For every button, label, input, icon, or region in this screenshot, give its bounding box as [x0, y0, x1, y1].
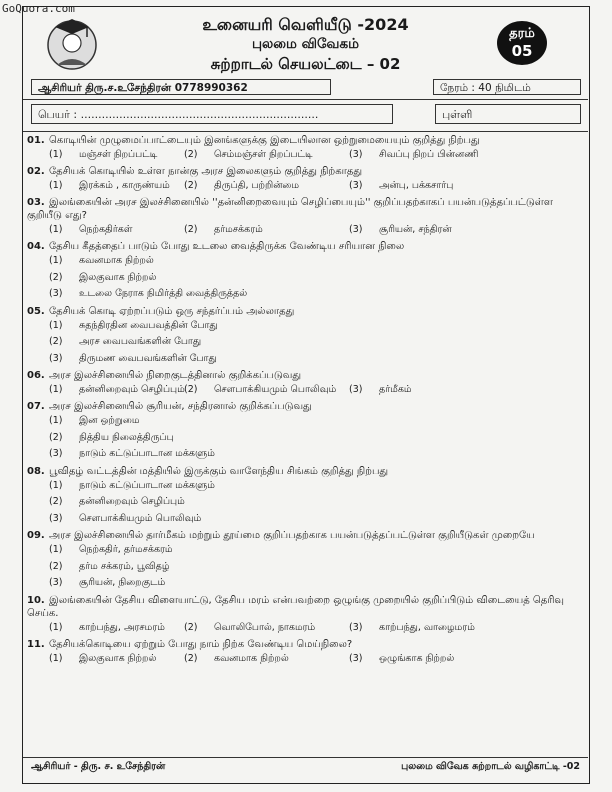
question-stem: கொடியின் முழுமைப்பாட்டையும் இனங்களுக்கு இடையிலான ஒற்றுமையையும் குறித்து நிற்பது	[49, 135, 480, 146]
question-stem: பூவிதழ் வட்டத்தின் மத்தியில் இருக்கும் வாளேந்திய சிங்கம் குறித்து நிற்பது	[49, 465, 389, 477]
question-stem: தேசியக் கொடி ஏற்றப்படும் ஒரு சந்தர்ப்பம் அல்லாதது	[49, 305, 295, 317]
question-item	[27, 240, 583, 303]
option-text: அரச வைபவங்களின் போது	[79, 336, 202, 347]
option-text: ஒழுங்காக நிற்றல்	[379, 652, 455, 664]
option-number: (3)	[49, 512, 63, 524]
option-text: நெற்கதிர்கள்	[79, 224, 133, 235]
answer-option[interactable]	[49, 446, 583, 463]
option-text: இலகுவாக நிற்றல்	[79, 652, 157, 664]
question-text	[27, 240, 583, 253]
option-text: திருப்தி, பற்றின்மை	[214, 180, 300, 191]
question-text	[27, 196, 583, 222]
question-number: 05.	[27, 305, 45, 317]
answer-option[interactable]	[184, 148, 313, 162]
option-group	[27, 478, 583, 528]
option-text: கவனமாக நிற்றல்	[79, 255, 154, 266]
option-text: தன்னிறைவும் செழிப்பும்	[79, 384, 185, 395]
option-number: (3)	[349, 621, 363, 633]
question-text	[27, 594, 583, 620]
option-number: (3)	[349, 180, 363, 191]
option-number: (2)	[184, 621, 198, 633]
option-text: சௌபாக்கியமும் பொலிவும்	[79, 512, 202, 524]
answer-option[interactable]	[184, 383, 336, 397]
answer-option[interactable]	[49, 270, 583, 287]
answer-option[interactable]	[49, 286, 583, 303]
question-stem: அரச இலச்சினையில் நிறைகுடத்தினால் குறிக்கப்படுவது	[49, 370, 302, 381]
question-item	[27, 529, 583, 592]
option-number: (2)	[49, 560, 63, 572]
option-number: (1)	[49, 479, 63, 491]
option-number: (1)	[49, 544, 63, 555]
answer-option[interactable]	[49, 494, 583, 511]
option-number: (3)	[349, 224, 363, 235]
answer-option[interactable]	[349, 148, 478, 162]
option-text: சிவப்பு நிறப் பின்னணி	[379, 149, 479, 160]
option-text: கவனமாக நிற்றல்	[214, 652, 289, 664]
option-text: சூரியன், சந்திரன்	[379, 224, 452, 235]
divider	[23, 99, 588, 100]
option-number: (1)	[49, 415, 63, 426]
option-number: (2)	[184, 149, 198, 160]
question-stem: தேசிய கீதத்தைப் பாடும் போது உடலை வைத்திருக்க வேண்டிய சரியான நிலை	[49, 241, 405, 252]
answer-option[interactable]	[184, 621, 315, 635]
answer-option[interactable]	[49, 334, 583, 351]
answer-option[interactable]	[349, 179, 453, 193]
option-text: சுதந்திரதின வைபவத்தின் போது	[79, 319, 218, 331]
question-item	[27, 165, 583, 194]
option-group	[27, 413, 583, 463]
question-text	[27, 529, 583, 542]
question-item	[27, 134, 583, 163]
answer-option[interactable]	[49, 621, 165, 635]
question-text	[27, 638, 583, 651]
option-number: (1)	[49, 319, 63, 331]
grade-label: தரம்	[509, 26, 535, 41]
question-text	[27, 465, 583, 478]
question-text	[27, 400, 583, 413]
option-text: உடலை நேராக நிமிர்த்தி வைத்திருத்தல்	[79, 288, 248, 299]
footer-series: புலமை விவேக சுற்றாடல் வழிகாட்டி -02	[401, 761, 580, 772]
option-number: (3)	[49, 352, 63, 364]
option-number: (1)	[49, 224, 63, 235]
option-text: நித்திய நிலைத்திருப்பு	[79, 431, 174, 443]
option-number: (3)	[349, 384, 363, 395]
question-number: 01.	[27, 135, 45, 146]
question-text	[27, 369, 583, 382]
question-number: 07.	[27, 401, 45, 412]
option-number: (3)	[49, 577, 63, 588]
question-number: 08.	[27, 465, 45, 477]
teacher-info: ஆசிரியர் திரு.ச.உசேந்திரன் 0778990362	[31, 79, 331, 95]
answer-option[interactable]	[49, 575, 583, 592]
header	[23, 7, 588, 81]
divider	[23, 131, 588, 132]
question-stem: அரச இலச்சினையில் தார்மீகம் மற்றும் தூய்மை குறிப்பதற்காக பயன்படுத்தப்பட்டுள்ள குறியீடுகள் முறையே	[49, 530, 535, 541]
option-number: (2)	[49, 431, 63, 443]
answer-option[interactable]	[184, 652, 289, 666]
option-text: திருமண வைபவங்களின் போது	[79, 352, 217, 364]
option-text: செம்மஞ்சள் நிறப்பட்டி	[214, 149, 313, 160]
footer	[23, 757, 588, 776]
footer-author: ஆசிரியர் - திரு. ச. உசேந்திரன்	[31, 761, 166, 772]
option-number: (2)	[49, 496, 63, 507]
answer-option[interactable]	[49, 478, 583, 495]
question-stem: அரச இலச்சினையில் சூரியன், சந்திரனால் குறிக்கப்படுவது	[49, 401, 312, 412]
option-group	[27, 620, 583, 636]
answer-option[interactable]	[184, 223, 263, 237]
question-item	[27, 400, 583, 463]
option-text: தர்மசக்கரம்	[214, 224, 263, 235]
answer-option[interactable]	[49, 511, 583, 528]
question-number: 06.	[27, 370, 45, 381]
question-item	[27, 369, 583, 398]
grade-value: 05	[511, 42, 533, 60]
option-number: (2)	[184, 652, 198, 664]
worksheet-title: சுற்றாடல் செயலட்டை – 02	[210, 55, 401, 73]
grade-badge	[497, 21, 547, 65]
answer-option[interactable]	[49, 542, 583, 559]
option-text: மஞ்சள் நிறப்பட்டி	[79, 149, 158, 160]
option-group	[27, 222, 583, 238]
question-stem: இலங்கையின் அரச இலச்சினையில் ''தன்னிறைவையும் செழிப்பையும்'' குறிப்பதற்காகப் பயன்படுத்தப்பட்டுள்ள குறியீடு எது?	[27, 197, 553, 221]
publication-title: உனையரி வெளியீடு -2024	[202, 15, 409, 34]
question-text	[27, 134, 583, 147]
option-number: (2)	[184, 224, 198, 235]
option-text: நாடும் கட்டுப்பாடான மக்களும்	[79, 479, 215, 491]
answer-option[interactable]	[49, 223, 132, 237]
name-field[interactable]: பெயர் : ....................................................................	[31, 104, 393, 124]
watermark-text: GoQuora.com	[2, 2, 75, 15]
option-text: வொலிபோல், நாகமரம்	[214, 621, 316, 633]
option-text: நெற்கதிர், தர்மசக்கரம்	[79, 544, 173, 555]
option-number: (3)	[49, 288, 63, 299]
option-number: (1)	[49, 149, 63, 160]
option-group	[27, 147, 583, 163]
option-group	[27, 542, 583, 592]
worksheet-page	[22, 6, 590, 784]
option-number: (2)	[184, 180, 198, 191]
answer-option[interactable]	[49, 559, 583, 576]
question-item	[27, 638, 583, 667]
answer-option[interactable]	[49, 148, 157, 162]
answer-option[interactable]	[49, 351, 583, 368]
answer-option[interactable]	[49, 179, 170, 193]
option-number: (3)	[349, 652, 363, 664]
question-stem: இலங்கையின் தேசிய விளையாட்டு, தேசிய மரம் என்பவற்றை ஒழுங்கு முறையில் குறிப்பிடும் விடையைத் தெரிவு செய்க.	[27, 594, 564, 619]
option-text: அன்பு, பக்கசார்பு	[379, 180, 454, 191]
answer-option[interactable]	[349, 383, 412, 397]
option-text: சூரியன், நிறைகுடம்	[79, 577, 166, 588]
answer-option[interactable]	[49, 652, 156, 666]
option-text: இன ஒற்றுமை	[79, 415, 140, 426]
question-text	[27, 305, 583, 318]
option-group	[27, 651, 583, 667]
question-stem: தேசியக் கொடியில் உள்ள நான்கு அரச இலைகளும் குறித்து நிற்காதது	[49, 166, 363, 177]
option-text: காற்பந்து, அரசமரம்	[79, 621, 165, 633]
answer-option[interactable]	[49, 430, 583, 447]
answer-option[interactable]	[49, 318, 583, 335]
option-text: நாடும் கட்டுப்பாடான மக்களும்	[79, 448, 215, 459]
option-group	[27, 178, 583, 194]
question-item	[27, 196, 583, 238]
option-number: (1)	[49, 384, 63, 395]
question-text	[27, 165, 583, 178]
question-number: 04.	[27, 241, 45, 252]
option-number: (3)	[49, 448, 63, 459]
option-text: இரக்கம் , காருண்யம்	[79, 180, 170, 191]
question-item	[27, 594, 583, 636]
option-number: (3)	[349, 149, 363, 160]
option-text: தன்னிறைவும் செழிப்பும்	[79, 496, 185, 507]
option-number: (1)	[49, 652, 63, 664]
answer-option[interactable]	[49, 253, 583, 270]
time-allowed: நேரம் : 40 நிமிடம்	[433, 79, 581, 95]
option-number: (1)	[49, 255, 63, 266]
option-group	[27, 253, 583, 303]
answer-option[interactable]	[349, 223, 452, 237]
option-text: சௌபாக்கியமும் பொலிவும்	[214, 384, 337, 395]
question-item	[27, 305, 583, 368]
option-number: (2)	[184, 384, 198, 395]
option-group	[27, 318, 583, 368]
answer-option[interactable]	[49, 413, 583, 430]
subject-title: புலமை விவேகம்	[252, 36, 359, 52]
answer-option[interactable]	[349, 621, 475, 635]
question-list	[27, 134, 583, 669]
option-text: இலகுவாக நிற்றல்	[79, 271, 157, 283]
option-text: காற்பந்து, வாழைமரம்	[379, 621, 475, 633]
answer-option[interactable]	[49, 383, 185, 397]
option-number: (1)	[49, 180, 63, 191]
question-number: 11.	[27, 638, 45, 650]
question-number: 09.	[27, 530, 45, 541]
question-number: 10.	[27, 594, 45, 606]
question-item	[27, 465, 583, 528]
option-text: தர்ம சக்கரம், பூவிதழ்	[79, 560, 170, 572]
question-number: 03.	[27, 197, 45, 208]
option-group	[27, 382, 583, 398]
answer-option[interactable]	[184, 179, 299, 193]
question-stem: தேசியக்கொடியை ஏற்றும் போது நாம் நிற்க வேண்டிய மெய்நிலை?	[49, 638, 353, 650]
option-text: தர்மீகம்	[379, 384, 412, 395]
question-number: 02.	[27, 166, 45, 177]
option-number: (2)	[49, 271, 63, 283]
answer-option[interactable]	[349, 652, 454, 666]
marks-field[interactable]: புள்ளி	[435, 104, 581, 124]
option-number: (1)	[49, 621, 63, 633]
option-number: (2)	[49, 336, 63, 347]
